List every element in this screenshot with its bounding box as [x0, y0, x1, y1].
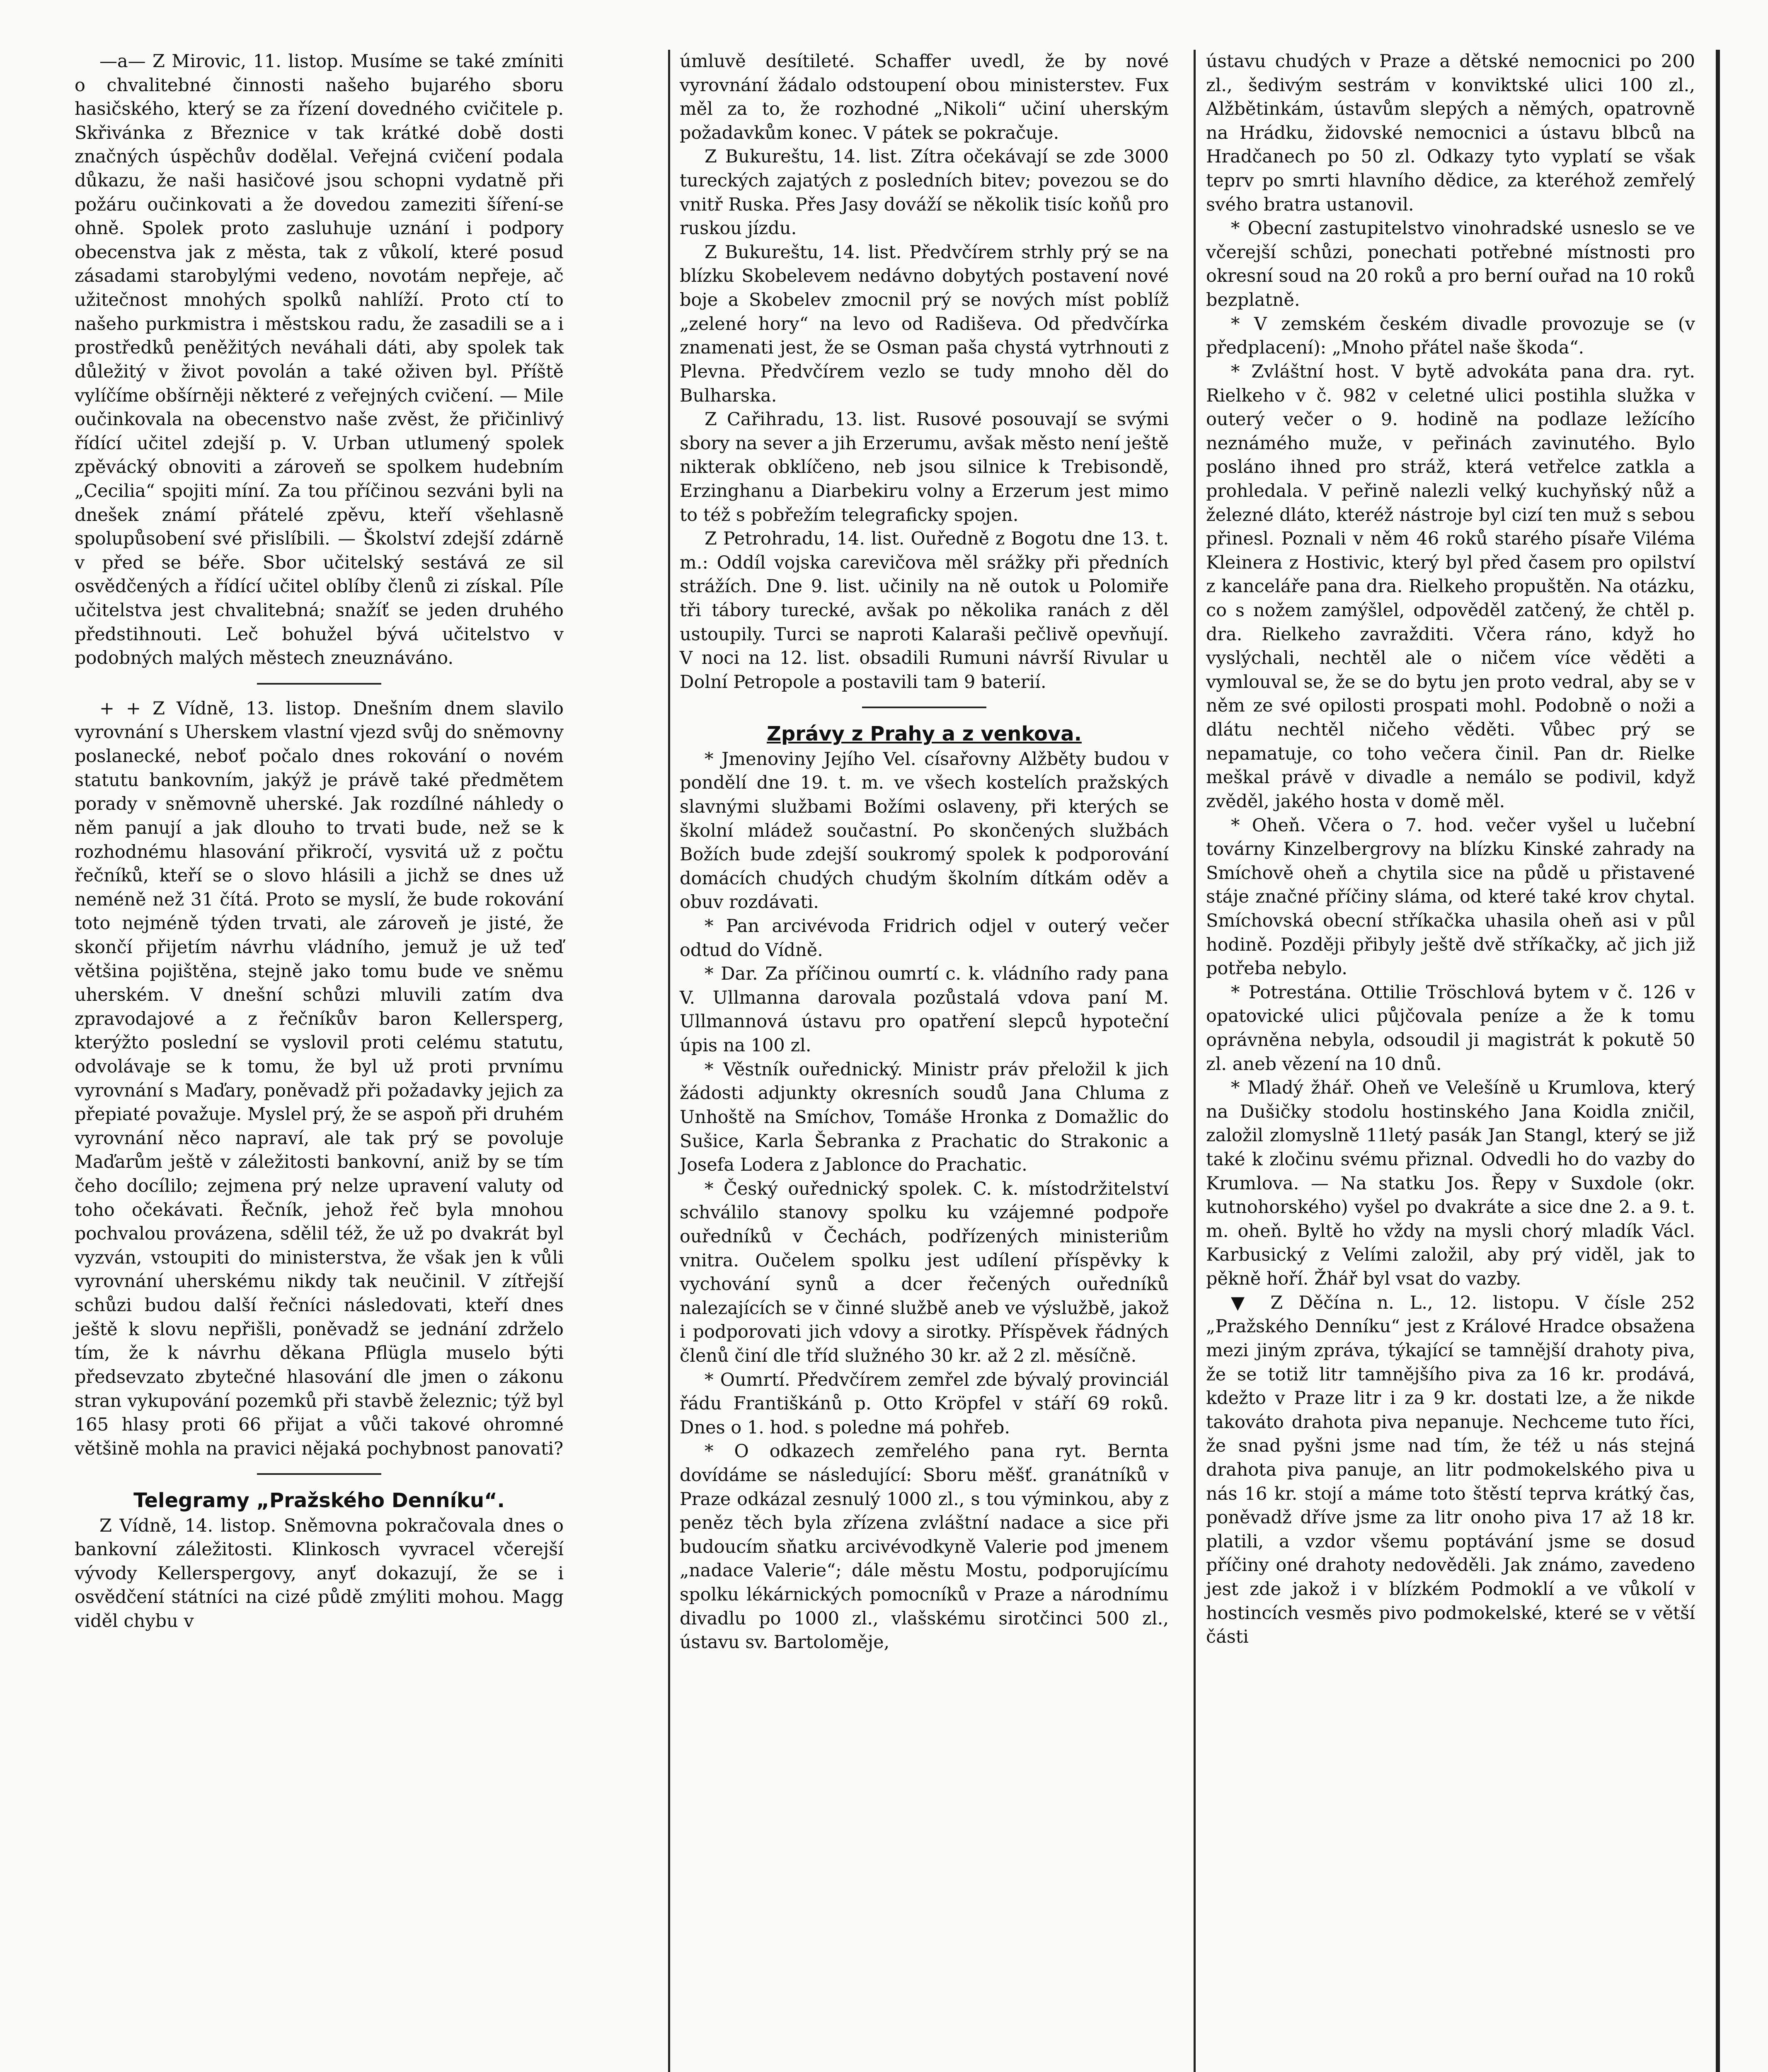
telegram-bucharest-2: Z Bukureštu, 14. list. Předvčírem strhly prý se na blízku Skobelevem nedávno dobytých postavení nové boje a Skobelev zmocnil prý se nových míst poblíž „zelené hory“ na levo od Radiševa. Od předvčírka znamenati jest, že se Osman paša chystá vytrhnouti z Plevna. Předvčírem vezlo se tudy mnoho děl do Bulharska. [680, 242, 1169, 406]
news-strange-guest: * Zvláštní host. V bytě advokáta pana dra. ryt. Rielkeho v č. 982 v celetné ulici postihla služka v outerý večer o 9. hodině na podlaze ležícího neznámého muže, v peřinách zavinutého. Bylo posláno ihned pro stráž, která vetřelce zatkla a prohledala. V peřině nalezli velký kuchyňský nůž a železné dláto, kteréž nástroje byl cizí ten muž s sebou přinesl. Poznali v něm 46 roků starého písaře Viléma Kleinera z Hostivic, který byl před časem pro opilství z kanceláře pana dra. Rielkeho propuštěn. Na otázku, co s nožem zamýšlel, odpověděl zatčený, že chtěl p. dra. Rielkeho zavražditi. Včera ráno, když ho vyslýchali, nechtěl ale o ničem více věděti a vymlouval se, že se do bytu jen proto vedral, aby se v něm ze své opilosti prospati mohl. Podobně o noži a dlátu nechtěl ničeho věděti. Vůbec prý se nepamatuje, co toho večera činil. Pan dr. Rielke meškal právě v divadle a nemálo se podivil, když zvěděl, jakého hosta v domě měl. [1206, 361, 1695, 812]
news-official-gazette: * Věstník ouřednický. Ministr práv přeložil k jich žádosti adjunkty okresních soudů Jana Chluma z Unhoště na Smíchov, Tomáše Hronka z Domažlic do Sušice, Karla Šebranka z Prachatic do Strakonic a Josefa Lodera z Jablonce do Prachatic. [680, 1059, 1169, 1176]
column-1 [75, 50, 564, 1634]
telegram-petersburg: Z Petrohradu, 14. list. Ouředně z Bogotu dne 13. t. m.: Oddíl vojska carevičova měl srážky při předních strážích. Dne 9. list. učinily na ně outok u Polomiře tři tábory turecké, avšak po několika ranách z děl ustoupily. Turci se naproti Kalaraši pečlivě opevňují. V noci na 12. list. obsadili Rumuni návrší Rivular u Dolní Petropole a postavili tam 9 baterií. [680, 528, 1169, 692]
separator-rule [257, 1473, 381, 1475]
separator-rule [257, 683, 381, 685]
column-2 [680, 50, 1169, 1655]
news-fire: * Oheň. Včera o 7. hod. večer vyšel u lučební továrny Kinzelbergrovy na blízku Kinské zahrady na Smíchově oheň a chytila sice na půdě u přistavené stáje značné příčiny sláma, od které také krov chytal. Smíchovská obecní stříkačka uhasila oheň asi v půl hodině. Později přibyly ještě dvě stříkačky, ač jich již potřeba nebylo. [1206, 815, 1695, 979]
news-punished: * Potrestána. Ottilie Tröschlová bytem v č. 126 v opatovické ulici půjčovala peníze a že k tomu oprávněna nebyla, odsoudil ji magistrát k pokutě 50 zl. aneb vězení na 10 dnů. [1206, 982, 1695, 1075]
article-vienna-13: + + Z Vídně, 13. listop. Dnešním dnem slavilo vyrovnání s Uherskem vlastní vjezd svůj do sněmovny poslanecké, neboť počalo dnes rokování o novém statutu bankovním, jakýž je právě také předmětem porady v sněmovně uherské. Jak rozdílné náhledy o něm panují a jak dlouho to trvati bude, než se k rozhodnému hlasování přikročí, vysvitá už z počtu řečníků, kteří se o slovo hlásili a jichž se dnes už neméně než 31 čítá. Proto se myslí, že bude rokování toto nejméně týden trvati, ale zároveň je jisté, že skončí přijetím návrhu vládního, jemuž je už teď většina pojištěna, stejně jako tomu bude ve sněmu uherském. V dnešní schůzi mluvili zatím dva zpravodajové a z řečníkův baron Kellersperg, kterýžto poslední se vyslovil proti celému statutu, odvolávaje se k tomu, že byl už proti prvnímu vyrovnání s Maďary, poněvadž při požadavky jejich za přepiaté považuje. Myslel prý, že se aspoň při druhém vyrovnání něco napraví, ale tak prý se povoluje Maďarům ještě v záležitosti bankovní, aniž by se tím čeho docílilo; zejmena prý nelze upravení valuty od toho očekávati. Řečník, jehož řeč byla mnohou pochvalou provázena, sdělil též, že už po dvakrát byl vyzván, vstoupiti do ministerstva, že však jen k vůli vyrovnání uherskému nikdy tak neučinil. V zítřejší schůzi budou další řečníci následovati, kteří dnes ještě k slovu nepřišli, poněvadž se jednání zdrželo tím, že k návrhu děkana Pflügla muselo býti předsevzato zbytečné hlasování dle jmen o zákonu stran vykupování pozemků při stavbě železnic; týž byl 165 hlasy proti 66 přijat a vůči takové ohromné většině mohla na pravici nějaká pochybnost panovati? [75, 698, 564, 1459]
news-name-day: * Jmenoviny Jejího Vel. císařovny Alžběty budou v pondělí dne 19. t. m. ve všech kostelích pražských slavnými službami Božími oslaveny, při kterých se školní mládež součastní. Po skončených službách Božích bude zdejší soukromý spolek k podporování domácích chudých chudým školním dítkám oděv a obuv rozdávati. [680, 748, 1169, 913]
news-decin-beer: ▼ Z Děčína n. L., 12. listopu. V čísle 252 „Pražského Denníku“ jest z Králové Hradce obsažena mezi jiným zpráva, týkající se tamnější drahoty piva, že se totiž litr tamnějšího piva za 16 kr. prodává, kdežto v Praze litr i za 9 kr. dostati lze, a že nikde takováto drahota piva nepanuje. Nechceme tuto říci, že snad pyšni jsme nad tím, že též u nás stejná drahota piva panuje, an litr podmokelského piva u nás 16 kr. stojí a máme toto štěstí teprva krátký čas, poněvadž dříve jsme za litr onoho piva 17 až 18 kr. platili, a vzdor všemu poptávání jsme se dosud příčiny oné drahoty nedověděli. Jak známo, zavedeno jest zde jakož i v blízkém Podmoklí a ve vůkolí v hostincích vesměs pivo podmokelské, které se v větší části [1206, 1292, 1695, 1648]
column-divider [1194, 50, 1196, 2072]
telegram-continued: úmluvě desítileté. Schaffer uvedl, že by nové vyrovnání žádalo odstoupení obou ministerstev. Fux měl za to, že rozhodné „Nikoli“ učiní uherským požadavkům konec. V pátek se pokračuje. [680, 51, 1169, 143]
news-vinohrady-council: * Obecní zastupitelstvo vinohradské usneslo se ve včerejší schůzi, ponechati potřebné místnosti pro okresní soud na 20 roků a pro berní ouřad na 10 roků bezplatně. [1206, 218, 1695, 311]
column-divider [668, 50, 670, 2072]
section-heading-news: Zprávy z Prahy a z venkova. [767, 722, 1082, 746]
news-theatre: * V zemském českém divadle provozuje se (v předplacení): „Mnoho přátel naše škoda“. [1206, 313, 1695, 358]
separator-rule [862, 707, 986, 708]
news-archduke: * Pan arcivévoda Fridrich odjel v outerý večer odtud do Vídně. [680, 916, 1169, 961]
telegram-constantinople: Z Cařihradu, 13. list. Rusové posouvají se svými sbory na sever a jih Erzerumu, avšak město není ještě nikterak obklíčeno, neb jsou silnice k Trebisondě, Erzinghanu a Diarbekiru volny a Erzerum jest mimo to též s pobřežím telegraficky spojen. [680, 409, 1169, 525]
telegram-bucharest-1: Z Bukureštu, 14. list. Zítra očekávají se zde 3000 tureckých zajatých z posledních bitev; povezou se do vnitř Ruska. Přes Jasy dováží se několik tisíc koňů pro ruskou jízdu. [680, 146, 1169, 239]
section-heading-telegrams: Telegramy „Pražského Denníku“. [133, 1489, 505, 1513]
news-death: * Oumrtí. Předvčírem zemřel zde bývalý provinciál řádu Františkánů p. Otto Kröpfel v stáří 69 roků. Dnes o 1. hod. s poledne má pohřeb. [680, 1369, 1169, 1438]
column-3 [1206, 50, 1695, 1649]
news-young-arsonist: * Mladý žhář. Oheň ve Velešíně u Krumlova, který na Dušičky stodolu hostinského Jana Koidla zničil, založil zlomyslně 11letý pasák Jan Stangl, který se již také k zločinu svému přiznal. Odvedli ho do vazby do Krumlova. — Na statku Jos. Řepy v Suxdole (okr. kutnohorského) vyšel po dvakráte a sice dne 2. a 9. t. m. oheň. Byltě ho vždy na mysli chorý mladík Václ. Karbusický z Velími založil, aby prý viděl, jak to pěkně hoří. Žhář byl vsat do vazby. [1206, 1077, 1695, 1290]
article-mirovice: —a— Z Mirovic, 11. listop. Musíme se také zmíniti o chvalitebné činnosti našeho bujarého sboru hasičského, který se za řízení dovedného cvičitele p. Skřivánka z Březnice v tak krátké době dosti značných úspěchův dodělal. Veřejná cvičení podala důkazu, že naši hasičové jsou schopni vydatně při požáru oučinkovati a že dovedou zameziti šíření-se ohně. Spolek proto zasluhuje uznání i podpory obecenstva jak z města, tak z vůkolí, které posud zásadami starobylými vedeno, novotám nepřeje, ač užitečnost mnohých spolků nahlíží. Proto ctí to našeho purkmistra i městskou radu, že zasadili se a i prostředků peněžitých neváhali dáti, aby spolek tak důležitý v život povolán a také oživen byl. Příště vylíčíme obšírněji některé z veřejných cvičení. — Mile oučinkovala na obecenstvo naše zvěst, že přičinlivý řídící učitel zdejší p. V. Urban utlumený spolek zpěvácký obnoviti a zároveň se spolkem hudebním „Cecilia“ spojiti míní. Za tou příčinou sezváni byli na dnešek známí přátelé zpěvu, kteří všehlasně spolupůsobení své přislíbili. — Školství zdejší zdárně v před se béře. Sbor učitelský sestává ze sil osvědčených a řídící učitel oblíby členů zi získal. Píle učitelstva jest chvalitebná; snažíť se jeden druhého předstihnouti. Leč bohužel bývá učitelstvo v podobných malých městech zneuznáváno. [75, 51, 564, 669]
news-gift: * Dar. Za příčinou oumrtí c. k. vládního rady pana V. Ullmanna darovala pozůstalá vdova paní M. Ullmannová ústavu pro opatření slepců hypoteční úpis na 100 zl. [680, 963, 1169, 1056]
news-bequests-continued: ústavu chudých v Praze a dětské nemocnici po 200 zl., šedivým sestrám v konviktské ulici 100 zl., Alžbětinkám, ústavům slepých a němých, opatrovně na Hrádku, židovské nemocnici a ústavu blbců na Hradčanech po 50 zl. Odkazy tyto vyplatí se však teprv po smrti hlavního dědice, za kteréhož zemřelý svého bratra ustanovil. [1206, 51, 1695, 215]
page-edge-rule [1716, 50, 1720, 2072]
news-bequests: * O odkazech zemřelého pana ryt. Bernta dovídáme se následující: Sboru měšť. granátníků v Praze odkázal zesnulý 1000 zl., s tou výminkou, aby z peněz těch byla zřízena zvláštní nadace a sice při budoucím sňatku arcivévodkyně Valerie pod jmenem „nadace Valerie“; dále městu Mostu, podporujícímu spolku lékárnických pomocníků v Praze a národnímu divadlu po 1000 zl., vlašskému sirotčinci 500 zl., ústavu sv. Bartoloměje, [680, 1441, 1169, 1653]
telegram-vienna-14: Z Vídně, 14. listop. Sněmovna pokračovala dnes o bankovní záležitosti. Klinkosch vyvracel včerejší vývody Kellerspergovy, anyť dokazují, že se i osvědčení státníci na cizé půdě zmýliti mohou. Magg viděl chybu v [75, 1515, 564, 1632]
news-officials-society: * Český ouřednický spolek. C. k. místodržitelství schválilo stanovy spolku ku vzájemné podpoře ouředníků v Čechách, podřízených ministeriům vnitra. Oučelem spolku jest udílení příspěvky k vychování synů a dcer řečených ouředníků nalezajících se v činné službě aneb ve výslužbě, jakož i podporovati jich vdovy a sirotky. Příspěvek řádných členů činí dle tříd služného 30 kr. až 2 zl. měsíčně. [680, 1178, 1169, 1366]
